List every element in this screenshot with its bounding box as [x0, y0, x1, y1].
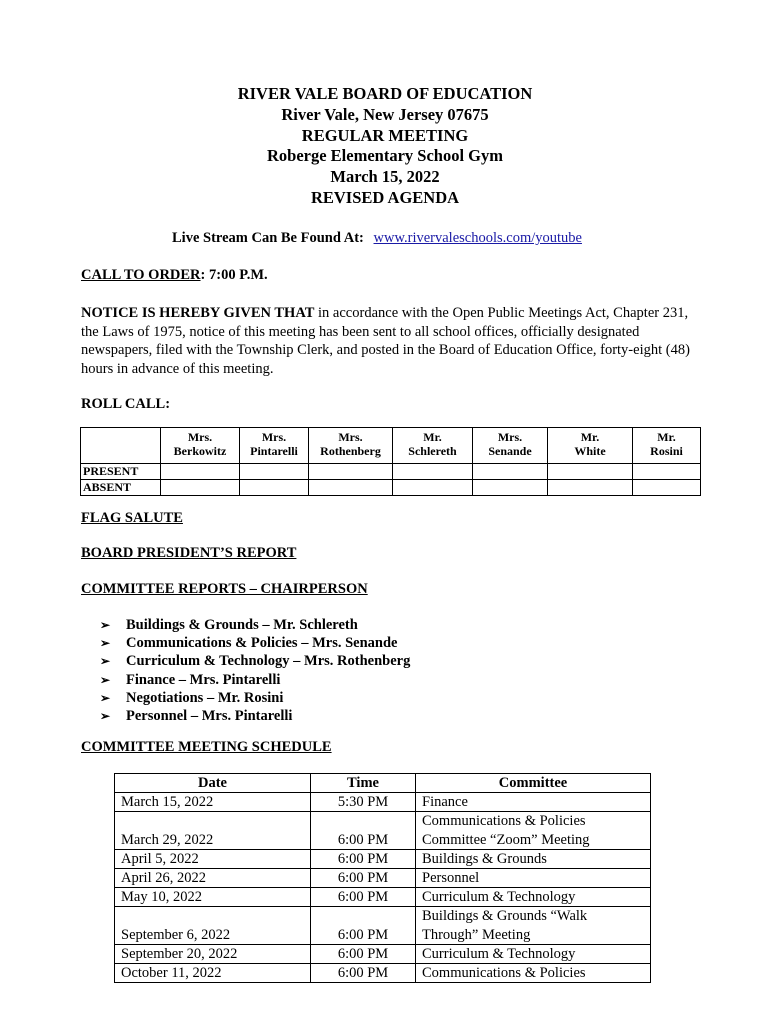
roll-cell — [161, 464, 240, 480]
list-item: ➢ Buildings & Grounds – Mr. Schlereth — [100, 617, 358, 633]
arrow-bullet-icon: ➢ — [100, 654, 111, 669]
schedule-time: 6:00 PM — [311, 869, 416, 888]
roll-member-pintarelli: Mrs. Pintarelli — [240, 428, 309, 464]
roll-member-rothenberg: Mrs. Rothenberg — [309, 428, 393, 464]
arrow-bullet-icon: ➢ — [100, 709, 111, 724]
schedule-date: April 5, 2022 — [115, 849, 311, 868]
roll-cell — [548, 464, 633, 480]
roll-call-absent-row — [81, 480, 701, 496]
roll-cell — [309, 480, 393, 496]
schedule-time: 6:00 PM — [311, 888, 416, 907]
table-row — [115, 907, 651, 944]
arrow-bullet-icon: ➢ — [100, 690, 111, 705]
public-notice — [81, 304, 693, 378]
section-presidents-report: BOARD PRESIDENT’S REPORT — [81, 545, 297, 561]
schedule-header-row — [115, 774, 651, 793]
schedule-date: October 11, 2022 — [115, 964, 311, 983]
header-line-venue: Roberge Elementary School Gym — [266, 146, 503, 166]
roll-member-senande: Mrs. Senande — [473, 428, 548, 464]
call-to-order-time: : 7:00 P.M. — [200, 267, 268, 283]
roll-call-table — [80, 427, 701, 496]
roll-cell — [393, 480, 473, 496]
schedule-header-committee: Committee — [416, 774, 651, 793]
table-row — [115, 849, 651, 868]
arrow-bullet-icon: ➢ — [100, 672, 111, 687]
list-item: ➢ Curriculum & Technology – Mrs. Rothenberg — [100, 653, 411, 670]
list-item: ➢ Communications & Policies – Mrs. Senande — [100, 635, 398, 652]
schedule-header-date: Date — [115, 774, 311, 793]
schedule-time: 6:00 PM — [311, 812, 416, 849]
header-line-date: March 15, 2022 — [330, 167, 440, 187]
header-line-location: River Vale, New Jersey 07675 — [281, 104, 489, 124]
list-item: ➢ Negotiations – Mr. Rosini — [100, 689, 284, 706]
list-item: ➢ Personnel – Mrs. Pintarelli — [100, 708, 293, 725]
roll-row-label-absent: ABSENT — [81, 480, 161, 496]
roll-cell — [240, 464, 309, 480]
schedule-date: September 6, 2022 — [115, 907, 311, 944]
roll-cell — [309, 464, 393, 480]
table-row — [115, 869, 651, 888]
roll-call-title: ROLL CALL: — [81, 396, 171, 412]
section-committee-reports: COMMITTEE REPORTS – CHAIRPERSON — [81, 581, 368, 597]
roll-cell — [473, 464, 548, 480]
call-to-order-label: CALL TO ORDER — [81, 267, 201, 283]
notice-lead: NOTICE IS HEREBY GIVEN THAT — [81, 305, 315, 321]
roll-call-corner-cell — [81, 428, 161, 464]
schedule-committee: Curriculum & Technology — [416, 888, 651, 907]
schedule-committee: Finance — [416, 793, 651, 812]
livestream-colon: : — [359, 230, 364, 246]
roll-cell — [393, 464, 473, 480]
list-item: ➢ Finance – Mrs. Pintarelli — [100, 671, 281, 688]
schedule-date: March 15, 2022 — [115, 793, 311, 812]
section-flag-salute: FLAG SALUTE — [81, 510, 183, 526]
livestream-label: Live Stream Can Be Found At — [172, 230, 360, 246]
schedule-date: March 29, 2022 — [115, 812, 311, 849]
roll-cell — [633, 480, 701, 496]
schedule-time: 6:00 PM — [311, 907, 416, 944]
roll-member-berkowitz: Mrs. Berkowitz — [161, 428, 240, 464]
schedule-time: 6:00 PM — [311, 849, 416, 868]
schedule-date: September 20, 2022 — [115, 944, 311, 963]
header-line-organization: RIVER VALE BOARD OF EDUCATION — [237, 84, 533, 103]
roll-cell — [473, 480, 548, 496]
schedule-time: 5:30 PM — [311, 793, 416, 812]
arrow-bullet-icon: ➢ — [100, 618, 111, 632]
table-row — [115, 888, 651, 907]
schedule-date: April 26, 2022 — [115, 869, 311, 888]
arrow-bullet-icon: ➢ — [100, 636, 111, 651]
roll-member-schlereth: Mr. Schlereth — [393, 428, 473, 464]
table-row — [115, 793, 651, 812]
schedule-time: 6:00 PM — [311, 964, 416, 983]
section-meeting-schedule: COMMITTEE MEETING SCHEDULE — [81, 739, 332, 755]
schedule-committee: Buildings & Grounds “Walk Through” Meeting — [416, 907, 651, 944]
table-row — [115, 964, 651, 983]
table-row — [115, 944, 651, 963]
livestream-link[interactable]: www.rivervaleschools.com/youtube — [373, 230, 582, 246]
committee-chair-list — [100, 616, 410, 725]
roll-call-present-row — [81, 464, 701, 480]
roll-member-rosini: Mr. Rosini — [633, 428, 701, 464]
header-line-meeting-type: REGULAR MEETING — [301, 125, 469, 145]
roll-row-label-present: PRESENT — [81, 464, 161, 480]
schedule-committee: Curriculum & Technology — [416, 944, 651, 963]
schedule-time: 6:00 PM — [311, 944, 416, 963]
livestream-line — [172, 230, 582, 247]
schedule-committee: Communications & Policies — [416, 964, 651, 983]
call-to-order — [81, 267, 268, 284]
schedule-committee: Personnel — [416, 869, 651, 888]
schedule-date: May 10, 2022 — [115, 888, 311, 907]
roll-cell — [161, 480, 240, 496]
header-line-doc-title: REVISED AGENDA — [310, 187, 460, 207]
schedule-committee: Communications & Policies Committee “Zoom” Meeting — [416, 812, 651, 849]
roll-cell — [240, 480, 309, 496]
table-row — [115, 812, 651, 849]
notice-text: in accordance with the Open Public Meetings Act, Chapter 231, the Laws of 1975, notice of this meeting has been sent to all school offices, officially designated newspapers, filed with the Township Clerk, and posted in the Board of Education Office, forty-eight (48) hours in advance of this meeting. — [81, 305, 690, 377]
roll-member-white: Mr. White — [548, 428, 633, 464]
roll-cell — [548, 480, 633, 496]
meeting-schedule-table — [114, 773, 651, 983]
document-header — [0, 84, 770, 209]
roll-call-header-row — [81, 428, 701, 464]
schedule-header-time: Time — [311, 774, 416, 793]
roll-cell — [633, 464, 701, 480]
schedule-committee: Buildings & Grounds — [416, 849, 651, 868]
